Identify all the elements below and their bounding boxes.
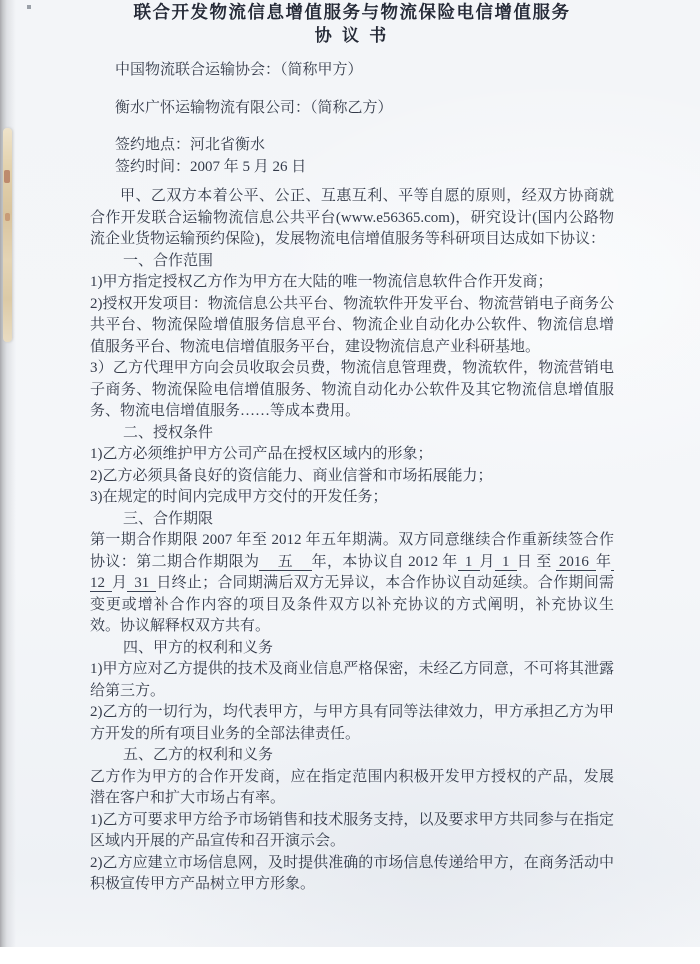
preamble-paragraph: 甲、乙双方本着公平、公正、互惠互利、平等自愿的原则，经双方协商就合作开发联合运输物流信息公共平台(www.e56365.com)，研究设计(国内公路物流企业货物运输预约保险)，发展物流电信增值服务等科研项目达成如下协议： [90,188,614,247]
sign-place-line: 签约地点：河北省衡水 [115,137,266,153]
section-5-item: 1)乙方可要求甲方给予市场销售和技术服务支持，以及要求甲方共同参与在指定区域内开展的产品宣传和召开演示会。 [90,811,614,849]
section-2-item: 1)乙方必须维护甲方公司产品在授权区域内的形象； [90,446,433,462]
term-paragraph: 第一期合作期限 2007 年至 2012 年五年期满。双方同意继续合作重新续签合作协议：第二期合作期限为 五 年，本协议自 2012 年 1 月 1 日 至 2016 年 12 月 31 日终止；合同期满后双方无异议，本合作协议自动延续。合作期间需变更或增补合作内容的项目及条件双方以补充协议的方式阐明，补充协议生效。协议解释权双方共有。 [90,532,614,634]
section-4-item: 2)乙方的一切行为，均代表甲方，与甲方具有同等法律效力，甲方承担乙方为甲方开发的所有项目业务的全部法律责任。 [90,704,614,742]
section-5-intro: 乙方作为甲方的合作开发商，应在指定范围内积极开发甲方授权的产品，发展潜在客户和扩大市场占有率。 [90,768,614,806]
binding-speck [5,213,10,221]
section-5-item: 2)乙方应建立市场信息网，及时提供准确的市场信息传递给甲方，在商务活动中积极宣传甲方产品树立甲方形象。 [90,854,614,892]
party-b-line: 衡水广怀运输物流有限公司：（简称乙方） [115,99,393,116]
scan-background [0,947,700,964]
section-1-item: 1)甲方指定授权乙方作为甲方在大陆的唯一物流信息软件合作开发商； [90,274,553,290]
section-4-heading: 四、甲方的权利和义务 [123,639,274,656]
sign-date-line: 签约时间：2007 年 5 月 26 日 [115,158,307,175]
binding-speck [4,170,10,183]
section-5-heading: 五、乙方的权利和义务 [123,747,274,763]
section-1-heading: 一、合作范围 [123,252,214,269]
section-3-heading: 三、合作期限 [123,510,214,527]
section-1-item: 3）乙方代理甲方向会员收取会员费，物流信息管理费，物流软件，物流营销电子商务、物流保险电信增值服务、物流自动化办公软件及其它物流信息增值服务、物流电信增值服务……等成本费用。 [90,360,614,419]
section-2-heading: 二、授权条件 [123,424,214,441]
binding-strip [3,128,12,342]
scan-dust-dot [27,5,31,9]
party-a-line: 中国物流联合运输协会：（简称甲方） [115,62,363,78]
section-2-item: 2)乙方必须具备良好的资信能力、商业信誉和市场拓展能力； [90,467,493,484]
document-title-line1: 联合开发物流信息增值服务与物流保险电信增值服务 [133,2,571,22]
section-2-item: 3)在规定的时间内完成甲方交付的开发任务； [90,489,388,505]
document-title-line2: 协 议 书 [314,26,390,45]
document-content [90,0,614,896]
section-4-item: 1)甲方应对乙方提供的技术及商业信息严格保密，未经乙方同意，不可将其泄露给第三方。 [90,661,614,699]
section-1-item: 2)授权开发项目：物流信息公共平台、物流软件开发平台、物流营销电子商务公共平台、物流保险增值服务信息平台、物流企业自动化办公软件、物流信息增值服务平台、物流电信增值服务平台，建设物流信息产业科研基地。 [90,295,614,355]
